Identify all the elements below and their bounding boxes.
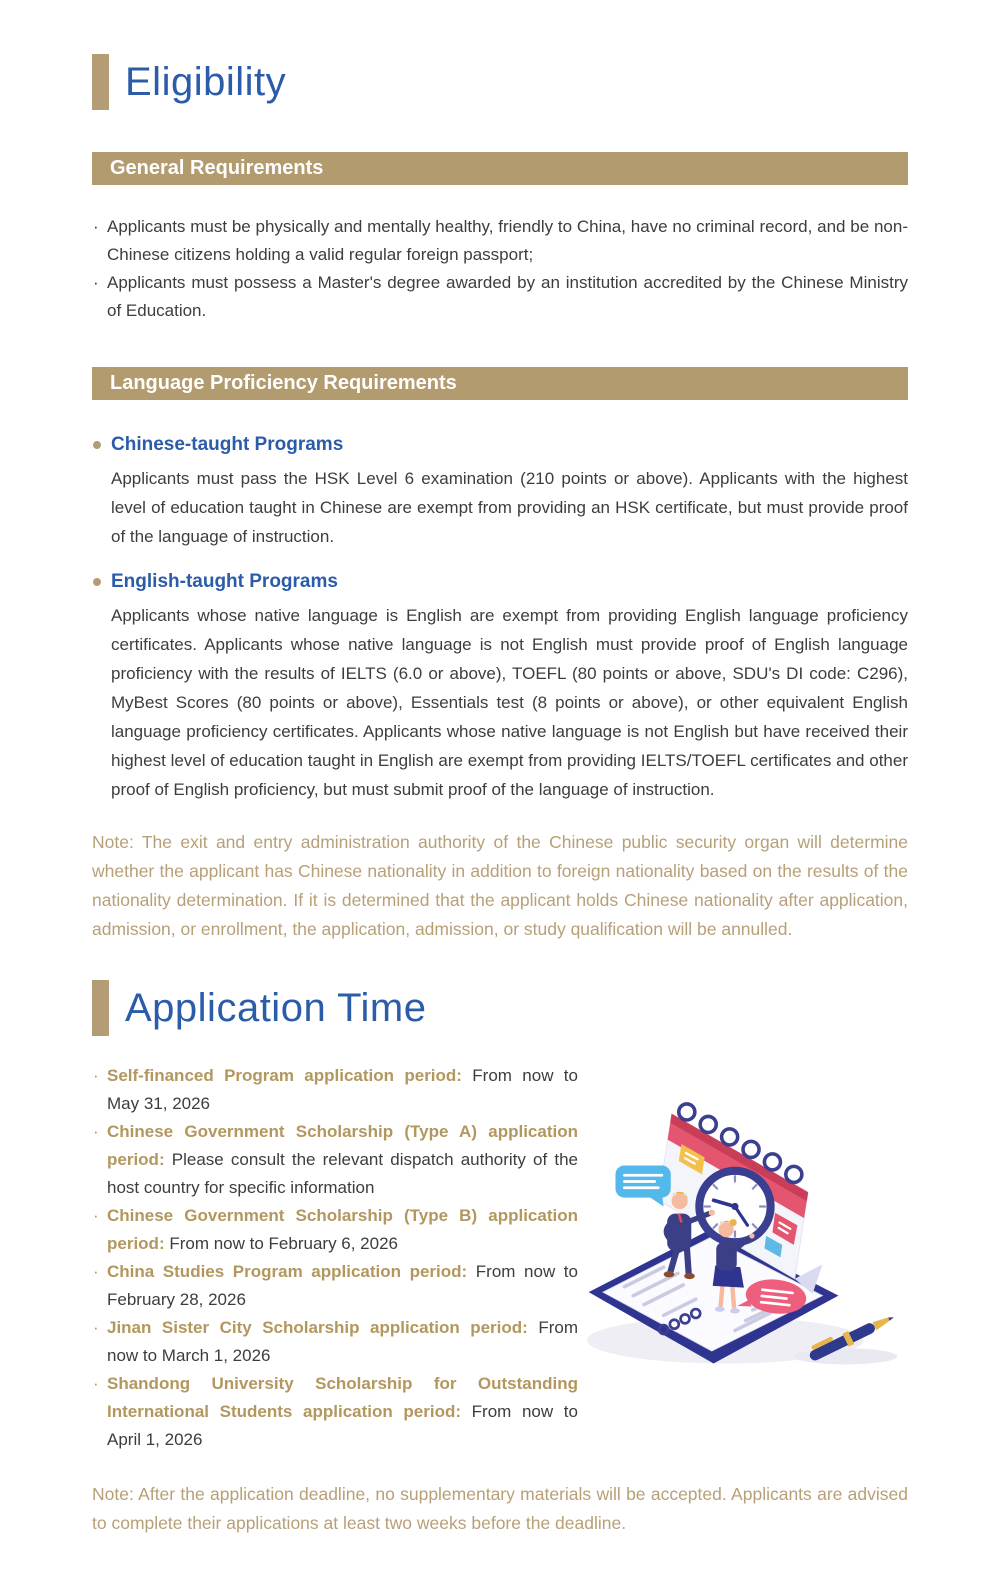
banner-language-proficiency: Language Proficiency Requirements (92, 367, 908, 400)
speech-bubble-icon (615, 1165, 670, 1206)
period-value: From now to March 1, 2026 (107, 1318, 578, 1365)
program-heading (92, 569, 908, 595)
list-item-text: Applicants must possess a Master's degree awarded by an institution accredited by the Chinese Ministry of Education. (107, 273, 908, 320)
clock-icon (699, 1171, 770, 1242)
application-time-row (92, 1062, 908, 1454)
program-heading (92, 432, 908, 458)
period-value: From now to February 28, 2026 (107, 1262, 578, 1309)
list-item-text: Applicants must be physically and mentally healthy, friendly to China, have no criminal record, and be non-Chinese citizens holding a valid regular foreign passport; (107, 217, 908, 264)
bullet-dot: · (93, 273, 99, 292)
period-value: From now to April 1, 2026 (107, 1402, 578, 1449)
list-item (92, 1062, 578, 1118)
program-chinese-taught (92, 432, 908, 551)
bullet-dot: · (93, 1318, 99, 1337)
bullet-dot: · (93, 1122, 99, 1141)
list-item (92, 269, 908, 325)
program-body: Applicants must pass the HSK Level 6 examination (210 points or above). Applicants with the highest level of education taught in Chinese are exempt from providing an HSK certificate, but must provide proof of the language of instruction. (111, 469, 908, 546)
application-period-list (92, 1062, 578, 1454)
eligibility-title-block (92, 54, 908, 110)
program-body: Applicants whose native language is English are exempt from providing English language proficiency certificates. Applicants whose native language is not English must provide proof of English language proficiency with the results of IELTS (6.0 or above), TOEFL (80 points or above, SDU's DI code: C296), MyBest Scores (80 points or above), Essentials test (8 points or above), or other equivalent English language proficiency certificates. Applicants whose native language is not English but have received their highest level of education taught in English are exempt from providing IELTS/TOEFL certificates and other proof of English proficiency, but must submit proof of the language of instruction. (111, 606, 908, 799)
bullet-dot: · (93, 1374, 99, 1393)
banner-general-requirements: General Requirements (92, 152, 908, 185)
gold-bullet-icon (93, 441, 101, 449)
program-heading-text: Chinese-taught Programs (111, 434, 344, 455)
calendar-clock-illustration-svg (578, 1076, 908, 1378)
title-accent-bar (92, 980, 109, 1036)
bullet-dot: · (93, 1206, 99, 1225)
gold-bullet-icon (93, 578, 101, 586)
list-item (92, 1370, 578, 1454)
list-item (92, 1258, 578, 1314)
period-label: Shandong University Scholarship for Outstanding International Students application period: (107, 1374, 578, 1421)
bullet-dot: · (93, 1066, 99, 1085)
program-english-taught (92, 569, 908, 804)
calendar-planner-illustration (578, 1062, 908, 1454)
nationality-note: Note: The exit and entry administration authority of the Chinese public security organ will determine whether the applicant has Chinese nationality in addition to foreign nationality based on the results of the nationality determination. If it is determined that the applicant holds Chinese nationality after application, admission, or enrollment, the application, admission, or study qualification will be annulled. (92, 832, 908, 939)
program-heading-text: English-taught Programs (111, 571, 338, 592)
page-title-eligibility: Eligibility (125, 60, 287, 104)
list-item (92, 1118, 578, 1202)
pen-shadow (794, 1348, 897, 1364)
period-value: Please consult the relevant dispatch authority of the host country for specific information (107, 1150, 578, 1197)
bullet-dot: · (93, 1262, 99, 1281)
application-time-title-block (92, 980, 908, 1036)
title-accent-bar (92, 54, 109, 110)
period-value: From now to May 31, 2026 (107, 1066, 578, 1113)
period-label: Chinese Government Scholarship (Type B) application period: (107, 1206, 578, 1253)
period-label: Self-financed Program application period: (107, 1066, 462, 1085)
period-value: From now to February 6, 2026 (169, 1234, 399, 1253)
period-label: Chinese Government Scholarship (Type A) application period: (107, 1122, 578, 1169)
period-label: Jinan Sister City Scholarship application period: (107, 1318, 528, 1337)
bullet-dot: · (93, 217, 99, 236)
period-label: China Studies Program application period: (107, 1262, 468, 1281)
list-item (92, 1314, 578, 1370)
list-item (92, 1202, 578, 1258)
deadline-note: Note: After the application deadline, no supplementary materials will be accepted. Applicants are advised to complete their applications at least two weeks before the deadline. (92, 1484, 908, 1533)
general-requirements-list (92, 213, 908, 325)
page-title-application-time: Application Time (125, 986, 427, 1030)
list-item (92, 213, 908, 269)
